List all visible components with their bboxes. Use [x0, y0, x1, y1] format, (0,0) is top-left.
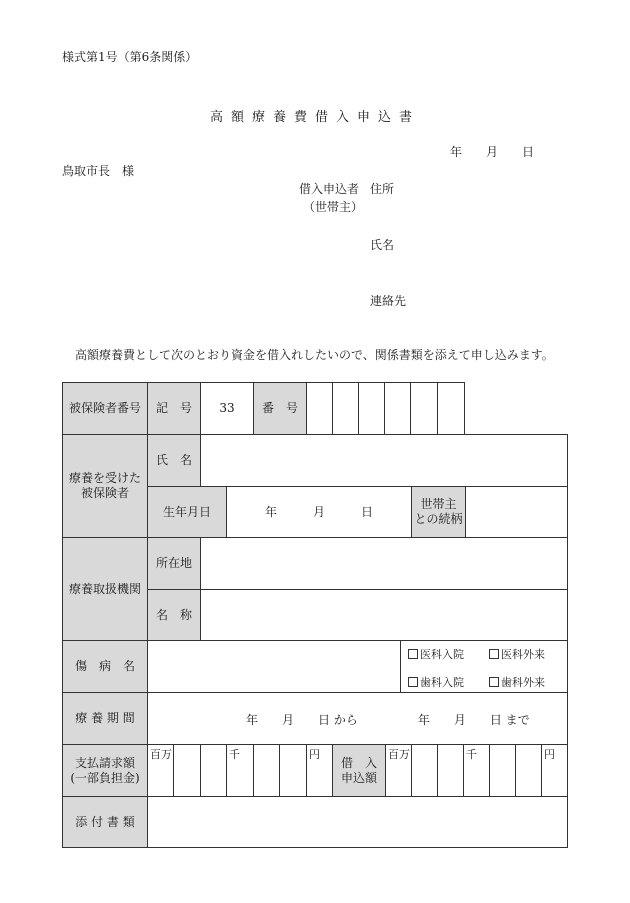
number-digit-box[interactable] — [358, 382, 385, 435]
location-field[interactable] — [200, 537, 568, 590]
relation-label-line2: との続柄 — [414, 512, 463, 526]
attachments-label-text: 添 付 書 類 — [75, 814, 135, 829]
option-medical-inpatient-label: 医科入院 — [420, 648, 464, 661]
patient-name-label — [147, 434, 201, 487]
loan-digit-box[interactable] — [463, 744, 490, 797]
option-dental-inpatient-label: 歯科入院 — [420, 676, 464, 689]
claim-digit-box[interactable] — [226, 744, 254, 797]
option-medical-inpatient[interactable] — [408, 646, 464, 662]
date-line: 年 月 日 — [450, 145, 535, 159]
patient-name-label-text: 氏 名 — [155, 453, 192, 467]
loan-digit-box[interactable] — [385, 744, 412, 797]
checkbox-icon — [408, 649, 418, 659]
disease-field[interactable] — [147, 640, 401, 693]
loan-digit-box[interactable] — [541, 744, 568, 797]
checkbox-icon — [489, 677, 499, 687]
unit-yen-label: 円 — [544, 748, 555, 761]
institution-name-label-text: 名 称 — [155, 607, 192, 622]
patient-label-line1: 療養を受けた — [68, 471, 141, 485]
disease-label — [62, 640, 148, 693]
claim-digit-box[interactable] — [173, 744, 201, 797]
number-digit-box[interactable] — [306, 382, 333, 435]
loan-digit-box[interactable] — [489, 744, 516, 797]
claim-digit-box[interactable] — [253, 744, 280, 797]
institution-name-label — [147, 589, 201, 641]
statement-text: 高額療養費として次のとおり資金を借入れしたいので、関係書類を添えて申し込みます。 — [75, 348, 554, 362]
period-label-text: 療 養 期 間 — [75, 711, 135, 725]
loan-digit-box[interactable] — [515, 744, 542, 797]
checkbox-icon — [408, 677, 418, 687]
address-label: 住所 — [370, 182, 395, 196]
option-medical-outpatient-label: 医科外来 — [501, 648, 545, 661]
contact-label: 連絡先 — [370, 294, 407, 308]
symbol-value: 33 — [219, 401, 235, 415]
birth-date-field[interactable] — [226, 486, 412, 538]
patient-name-field[interactable] — [200, 434, 568, 487]
claim-digit-box[interactable] — [147, 744, 174, 797]
loan-digit-box[interactable] — [437, 744, 464, 797]
symbol-label — [147, 382, 201, 435]
period-label — [62, 692, 148, 745]
number-label — [253, 382, 307, 435]
claim-digit-box[interactable] — [200, 744, 227, 797]
claim-label-line1: 支払請求額 — [74, 755, 135, 770]
addressee: 鳥取市長 様 — [62, 164, 135, 178]
patient-label-line2: 被保険者 — [80, 486, 129, 500]
birth-date-label-text: 生年月日 — [162, 504, 211, 519]
unit-million-label: 百万 — [150, 748, 172, 761]
birth-date-label — [147, 486, 227, 538]
period-value: 年 月 日 から 年 月 日 まで — [246, 713, 530, 727]
symbol-value-field[interactable] — [200, 382, 254, 435]
disease-label-text: 傷 病 名 — [74, 659, 135, 673]
number-digit-box[interactable] — [332, 382, 359, 435]
name-label: 氏名 — [370, 238, 395, 252]
checkbox-icon — [489, 649, 499, 659]
applicant-label: 借入申込者 — [299, 182, 360, 196]
institution-name-field[interactable] — [200, 589, 568, 641]
applicant-sublabel: （世帯主） — [303, 200, 364, 214]
location-label-text: 所在地 — [155, 556, 192, 570]
claim-digit-box[interactable] — [306, 744, 333, 797]
unit-yen-label: 円 — [309, 748, 320, 761]
symbol-label-text: 記 号 — [155, 401, 192, 415]
insured-number-label-text: 被保険者番号 — [68, 401, 141, 415]
attachments-field[interactable] — [147, 796, 568, 848]
page-title: 高額療養費借入申込書 — [210, 110, 421, 125]
claim-amount-label — [62, 744, 148, 797]
unit-thousand-label: 千 — [229, 748, 240, 761]
unit-thousand-label: 千 — [466, 748, 477, 761]
number-label-text: 番 号 — [261, 401, 298, 415]
period-field[interactable] — [147, 692, 568, 745]
loan-label-line1: 借 入 — [340, 755, 377, 770]
relation-label — [411, 486, 466, 538]
option-medical-outpatient[interactable] — [489, 646, 545, 662]
birth-date-value: 年 月 日 — [264, 504, 373, 519]
institution-label-text: 療養取扱機関 — [68, 581, 141, 596]
patient-label — [62, 434, 148, 538]
relation-label-line1: 世帯主 — [420, 497, 457, 511]
form-number: 様式第1号（第6条関係） — [62, 50, 198, 64]
claim-digit-box[interactable] — [279, 744, 307, 797]
loan-amount-label — [332, 744, 386, 797]
treatment-type-box — [400, 640, 568, 693]
loan-digit-box[interactable] — [411, 744, 438, 797]
number-digit-box[interactable] — [437, 382, 465, 435]
insured-number-label — [62, 382, 148, 435]
claim-label-line2: (一部負担金) — [70, 770, 140, 785]
option-dental-inpatient[interactable] — [408, 674, 464, 690]
number-digit-box[interactable] — [410, 382, 438, 435]
option-dental-outpatient[interactable] — [489, 674, 545, 690]
loan-label-line2: 申込額 — [340, 770, 377, 785]
attachments-label — [62, 796, 148, 848]
option-dental-outpatient-label: 歯科外来 — [501, 676, 545, 689]
institution-label — [62, 537, 148, 641]
location-label — [147, 537, 201, 590]
relation-field[interactable] — [465, 486, 568, 538]
number-digit-box[interactable] — [384, 382, 411, 435]
unit-million-label: 百万 — [388, 748, 410, 761]
